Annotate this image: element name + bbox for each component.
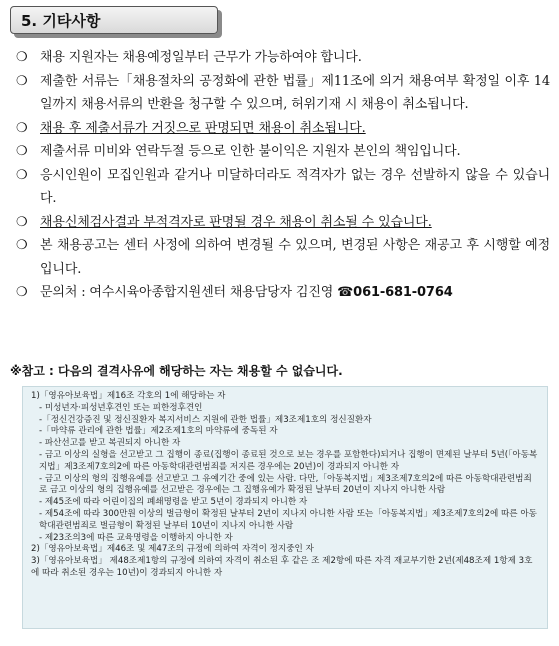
box-line: - 제45조에 따라 어린이집의 폐쇄명령을 받고 5년이 경과되지 아니한 자 — [39, 497, 308, 508]
section-title: 5. 기타사항 — [10, 6, 218, 34]
list-item — [14, 117, 550, 141]
notice-list — [14, 46, 550, 305]
box-line: 1)「영유아보육법」제16조 각호의 1에 해당하는 자 — [31, 391, 226, 401]
bullet-icon: ❍ — [16, 120, 28, 136]
bullet-icon: ❍ — [16, 167, 28, 183]
bullet-icon: ❍ — [16, 238, 28, 253]
note-heading: ※참고 : 다음의 결격사유에 해당하는 자는 채용할 수 없습니다. — [10, 364, 343, 378]
box-line: - 제23조의3에 따른 교육명령을 이행하지 아니한 자 — [39, 532, 233, 543]
box-line: - 제54조에 따라 300만원 이상의 벌금형이 확정된 날부터 2년이 지나지 아니한 사람 또는「아동복지법」제3조제7호의2에 따른 아동학대관련범죄로 벌금형이 확정된 날부터 10년이 지나지 아니한 사람 — [39, 508, 537, 531]
item-text: 본 채용공고는 센터 사정에 의하여 변경될 수 있으며, 변경된 사항은 재공고 후 시행할 예정입니다. — [40, 238, 550, 277]
bullet-icon: ❍ — [16, 73, 28, 89]
item-text: 채용신체검사결과 부적격자로 판명될 경우 채용이 취소될 수 있습니다. — [40, 214, 432, 230]
item-text: 채용 후 제출서류가 거짓으로 판명되면 채용이 취소됩니다. — [40, 120, 366, 136]
box-line: -「정신건강증진 및 정신질환자 복지서비스 지원에 관한 법률」제3조제1호의 정신질환자 — [39, 414, 372, 425]
box-line: - 금고 이상의 실형을 선고받고 그 집행이 종료(집행이 종료된 것으로 보는 경우를 포함한다)되거나 집행이 면제된 날부터 5년(「아동복지법」제3조제7호의2에 따른 아동학대관련범죄를 저지른 경우에는 20년)이 경과되지 아니한 자 — [39, 449, 538, 472]
phone-number: 061-681-0764 — [353, 285, 453, 300]
list-item — [14, 234, 550, 281]
bullet-icon: ❍ — [16, 50, 28, 65]
item-text: 제출서류 미비와 연락두절 등으로 인한 불이익은 지원자 본인의 책임입니다. — [40, 144, 461, 159]
box-line: 3)「영유아보육법」 제48조제1항의 규정에 의하여 자격이 취소된 후 같은 조 제2항에 따른 자격 재교부기한 2년(제48조제 1항제 3호에 따라 취소된 경우는 10년)이 경과되지 아니한 자 — [31, 556, 533, 578]
list-item — [14, 46, 550, 70]
item-text: 채용 지원자는 채용예정일부터 근무가 가능하여야 합니다. — [40, 50, 362, 65]
bullet-icon: ❍ — [16, 144, 28, 159]
list-item — [14, 281, 550, 305]
box-line: -「마약류 관리에 관한 법률」제2조제1호의 마약류에 중독된 자 — [39, 426, 278, 437]
list-item — [14, 140, 550, 164]
box-line: - 파산선고를 받고 복권되지 아니한 자 — [39, 438, 181, 449]
item-text: 제출한 서류는「채용절차의 공정화에 관한 법률」제11조에 의거 채용여부 확정일 이후 14일까지 채용서류의 반환을 청구할 수 있으며, 허위기재 시 채용이 취소됩니다. — [40, 73, 550, 112]
bullet-icon: ❍ — [16, 214, 28, 230]
list-item — [14, 211, 550, 235]
item-text: 응시인원이 모집인원과 같거나 미달하더라도 적격자가 없는 경우 선발하지 않을 수 있습니다. — [40, 167, 550, 206]
bullet-icon: ❍ — [16, 285, 28, 300]
item-text: 문의처 : 여수시육아종합지원센터 채용담당자 김진영 — [40, 285, 338, 300]
disqualification-box — [22, 386, 548, 629]
list-item — [14, 164, 550, 211]
box-line: 2)「영유아보육법」제46조 및 제47조의 규정에 의하여 자격이 정지중인 자 — [31, 544, 314, 555]
box-line: - 금고 이상의 형의 집행유예를 선고받고 그 유예기간 중에 있는 사람. 다만,「아동복지법」제3조제7호의2에 따른 아동학대관련범죄로 금고 이상의 형의 집행유예를 선고받은 경우에는 그 집행유예가 확정된 날부터 20년이 지나지 아니한 사람 — [39, 473, 532, 496]
list-item — [14, 70, 550, 117]
phone-icon: ☎ — [337, 285, 354, 300]
box-line: - 미성년자·피성년후견인 또는 피한정후견인 — [39, 402, 203, 413]
